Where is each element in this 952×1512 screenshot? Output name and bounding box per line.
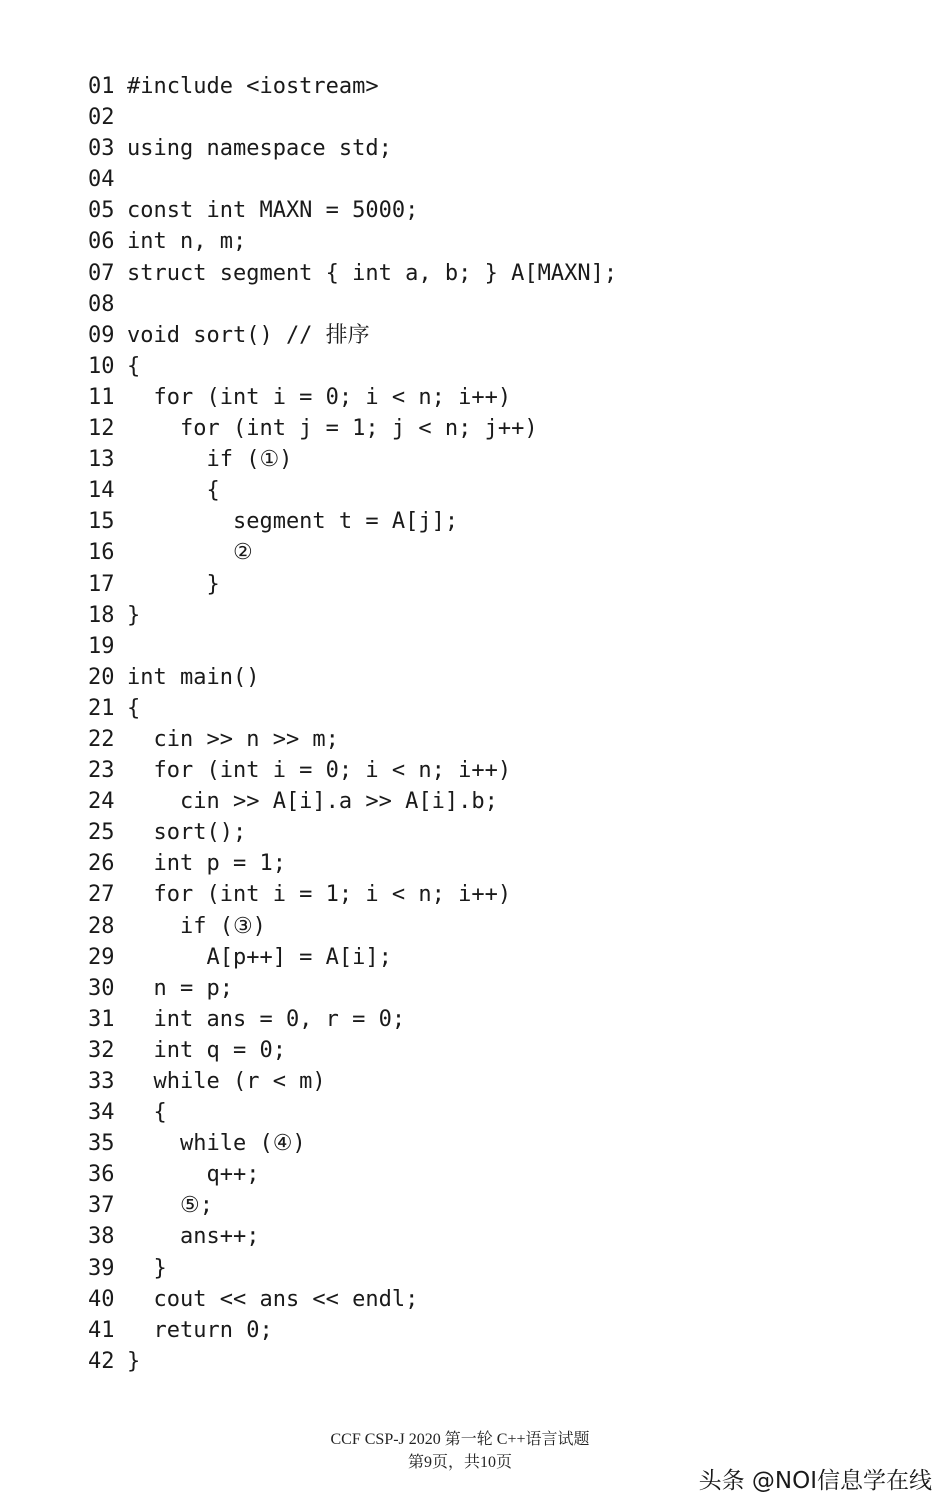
code-line	[88, 475, 888, 506]
line-code: }	[127, 602, 141, 628]
footer-page-number: 第9页，共10页	[407, 1454, 512, 1471]
code-line	[88, 537, 888, 568]
line-code: {	[127, 353, 141, 379]
line-number: 24	[88, 789, 115, 815]
code-listing	[88, 71, 888, 1377]
line-code: const int MAXN = 5000;	[127, 198, 419, 224]
line-code: int n, m;	[127, 229, 247, 255]
code-line	[88, 973, 888, 1004]
code-line	[88, 102, 888, 133]
footer-exam-title: CCF CSP-J 2020 第一轮 C++语言试题	[330, 1431, 590, 1448]
line-code: if (③)	[127, 913, 266, 939]
line-number: 34	[88, 1100, 115, 1126]
line-number: 18	[88, 602, 115, 628]
line-number: 05	[88, 198, 115, 224]
line-number: 41	[88, 1317, 115, 1343]
line-code: while (④)	[127, 1131, 306, 1157]
line-code: return 0;	[127, 1317, 273, 1343]
code-line	[88, 662, 888, 693]
line-code: cin >> A[i].a >> A[i].b;	[127, 789, 498, 815]
line-code: }	[127, 571, 220, 597]
line-code: for (int i = 0; i < n; i++)	[127, 758, 512, 784]
line-code: }	[127, 1348, 141, 1374]
code-line	[88, 911, 888, 942]
line-number: 36	[88, 1162, 115, 1188]
code-line	[88, 879, 888, 910]
line-number: 11	[88, 384, 115, 410]
line-number: 21	[88, 695, 115, 721]
line-number: 37	[88, 1193, 115, 1219]
line-number: 02	[88, 105, 115, 131]
line-code: {	[127, 478, 220, 504]
line-code: for (int i = 0; i < n; i++)	[127, 384, 512, 410]
code-line	[88, 1221, 888, 1252]
line-number: 10	[88, 353, 115, 379]
line-number: 17	[88, 571, 115, 597]
line-number: 23	[88, 758, 115, 784]
line-code: int p = 1;	[127, 851, 286, 877]
code-line	[88, 164, 888, 195]
code-line	[88, 1128, 888, 1159]
line-number: 40	[88, 1286, 115, 1312]
line-number: 20	[88, 664, 115, 690]
code-line	[88, 71, 888, 102]
line-number: 28	[88, 913, 115, 939]
code-line	[88, 1159, 888, 1190]
line-code: if (①)	[127, 447, 293, 473]
line-code: n = p;	[127, 975, 233, 1001]
code-line	[88, 1253, 888, 1284]
code-line	[88, 1035, 888, 1066]
line-number: 42	[88, 1348, 115, 1374]
line-number: 32	[88, 1037, 115, 1063]
line-number: 06	[88, 229, 115, 255]
line-number: 26	[88, 851, 115, 877]
line-code: q++;	[127, 1162, 260, 1188]
code-line	[88, 786, 888, 817]
line-number: 35	[88, 1131, 115, 1157]
line-number: 39	[88, 1255, 115, 1281]
line-code: int q = 0;	[127, 1037, 286, 1063]
line-code: struct segment { int a, b; } A[MAXN];	[127, 260, 618, 286]
code-line	[88, 320, 888, 351]
line-number: 22	[88, 726, 115, 752]
code-line	[88, 755, 888, 786]
code-line	[88, 289, 888, 320]
code-line	[88, 1097, 888, 1128]
line-number: 04	[88, 167, 115, 193]
code-line	[88, 1315, 888, 1346]
line-number: 33	[88, 1069, 115, 1094]
line-code: using namespace std;	[127, 136, 392, 162]
line-code: {	[127, 695, 141, 721]
line-number: 14	[88, 478, 115, 504]
code-line	[88, 226, 888, 257]
line-code: sort();	[127, 820, 247, 846]
code-line	[88, 195, 888, 226]
line-number: 15	[88, 509, 115, 535]
line-number: 16	[88, 540, 115, 566]
line-code: cin >> n >> m;	[127, 726, 339, 752]
code-line	[88, 1346, 888, 1377]
line-number: 07	[88, 260, 115, 286]
code-line	[88, 569, 888, 600]
code-line	[88, 600, 888, 631]
line-code: cout << ans << endl;	[127, 1286, 419, 1312]
line-number: 13	[88, 447, 115, 473]
line-number: 27	[88, 882, 115, 908]
code-line	[88, 258, 888, 289]
line-number: 09	[88, 322, 115, 348]
code-line	[88, 1284, 888, 1315]
watermark: 头条 @NOI信息学在线	[698, 1468, 932, 1494]
code-line	[88, 1190, 888, 1221]
line-code: segment t = A[j];	[127, 509, 459, 535]
code-line	[88, 1004, 888, 1035]
code-line	[88, 351, 888, 382]
code-line	[88, 413, 888, 444]
line-code: int ans = 0, r = 0;	[127, 1006, 406, 1032]
line-code: }	[127, 1255, 167, 1281]
line-code: ②	[127, 540, 253, 566]
line-code: #include <iostream>	[127, 74, 379, 99]
line-code: void sort() // 排序	[127, 322, 370, 348]
line-code: for (int i = 1; i < n; i++)	[127, 882, 512, 908]
line-number: 38	[88, 1224, 115, 1250]
line-number: 03	[88, 136, 115, 162]
code-line	[88, 631, 888, 662]
line-number: 01	[88, 74, 115, 99]
line-code: {	[127, 1100, 167, 1126]
line-number: 29	[88, 944, 115, 970]
code-line	[88, 724, 888, 755]
line-code: A[p++] = A[i];	[127, 944, 392, 970]
line-code: while (r < m)	[127, 1069, 326, 1094]
line-number: 12	[88, 416, 115, 442]
line-code: ans++;	[127, 1224, 260, 1250]
line-number: 25	[88, 820, 115, 846]
code-line	[88, 693, 888, 724]
code-line	[88, 848, 888, 879]
line-number: 19	[88, 633, 115, 659]
line-code: int main()	[127, 664, 260, 690]
code-line	[88, 133, 888, 164]
code-line	[88, 817, 888, 848]
code-line	[88, 1066, 888, 1097]
line-code: ⑤;	[127, 1193, 213, 1219]
line-number: 30	[88, 975, 115, 1001]
line-number: 31	[88, 1006, 115, 1032]
code-line	[88, 382, 888, 413]
code-line	[88, 444, 888, 475]
line-number: 08	[88, 291, 115, 317]
line-code: for (int j = 1; j < n; j++)	[127, 416, 538, 442]
code-line	[88, 506, 888, 537]
code-line	[88, 942, 888, 973]
